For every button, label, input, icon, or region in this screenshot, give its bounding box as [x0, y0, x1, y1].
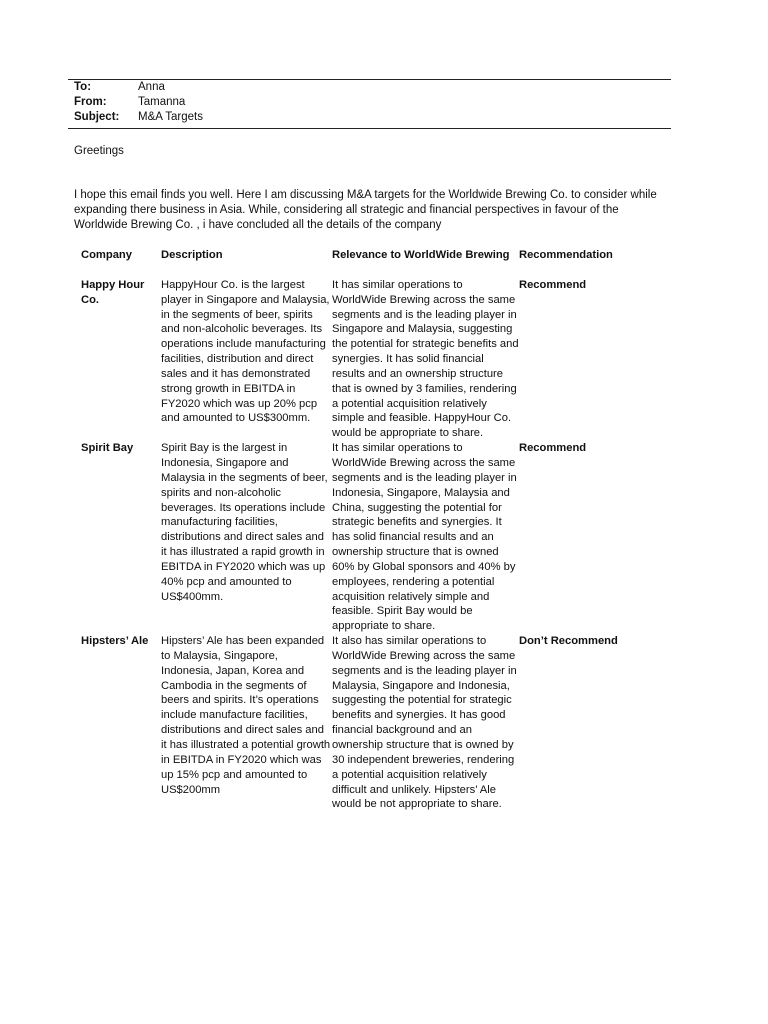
targets-table: [81, 248, 681, 812]
table-header-row: [81, 248, 681, 263]
company-description: Hipsters’ Ale has been expanded to Malaysia, Singapore, Indonesia, Japan, Korea and Cambodia in the segments of beers and spirits. It’s operations include manufacture facilities, distributions and direct sales and it has illustrated a potential growth in EBITDA in FY2020 which was up 15% pcp and amounted to US$200mm: [161, 635, 331, 796]
header-recommendation: Recommendation: [519, 249, 613, 261]
header-company: Company: [81, 249, 132, 261]
subject-row: [74, 110, 203, 125]
header-relevance: Relevance to WorldWide Brewing: [332, 249, 510, 261]
to-row: [74, 80, 203, 95]
from-value: Tamanna: [138, 95, 186, 108]
company-recommendation: Recommend: [519, 442, 587, 455]
to-label: To:: [74, 81, 92, 93]
company-relevance: It also has similar operations to WorldWide Brewing across the same segments and is the leading player in Malaysia, Singapore and Indonesia, suggesting the potential for strategic benefits and synergies. It has good financial background and an ownership structure that is owned by 30 independent breweries, rendering a potential acquisition relatively difficult and unlikely. Hipsters’ Ale would be not appropriate to share.: [332, 635, 517, 811]
table-row: [81, 634, 681, 812]
company-name: Happy Hour Co.: [81, 278, 145, 306]
memo-header: [74, 80, 203, 124]
subject-value: M&A Targets: [138, 110, 203, 123]
company-name: Hipsters’ Ale: [81, 635, 149, 648]
from-row: [74, 95, 203, 110]
company-description: Spirit Bay is the largest in Indonesia, Singapore and Malaysia in the segments of beer, spirits and non-alcoholic beverages. Its operations include manufacturing facilities, distributions and direct sales and it has illustrated a rapid growth in EBITDA in FY2020 which was up 40% pcp and amounted to US$400mm.: [161, 442, 328, 603]
company-relevance: It has similar operations to WorldWide Brewing across the same segments and is the leading player in Indonesia, Singapore, Malaysia and China, suggesting the potential for strategic benefits and synergies. It has solid financial results and an ownership structure that is owned 60% by Global sponsors and 40% by employees, rendering a potential acquisition relatively simple and feasible. Spirit Bay would be appropriate to share.: [332, 442, 517, 633]
from-label: From:: [74, 95, 107, 108]
company-description: HappyHour Co. is the largest player in Singapore and Malaysia, in the segments of beer, spirits and non-alcoholic beverages. Its operations include manufacturing facilities, distribution and direct sales and it has demonstrated strong growth in EBITDA in FY2020 which was up 20% pcp and amounted to US$300mm.: [161, 278, 330, 425]
subject-label: Subject:: [74, 110, 120, 123]
header-bottom-rule: [68, 128, 671, 129]
to-value: Anna: [138, 81, 165, 93]
company-recommendation: Recommend: [519, 278, 587, 291]
table-row: [81, 441, 681, 634]
greeting-text: Greetings: [74, 145, 124, 157]
header-description: Description: [161, 249, 223, 261]
table-row: [81, 278, 681, 441]
company-name: Spirit Bay: [81, 442, 134, 455]
company-relevance: It has similar operations to WorldWide Brewing across the same segments and is the leading player in Singapore and Malaysia, suggesting the potential for strategic benefits and synergies. It has solid financial results and an ownership structure that is owned by 3 families, rendering a potential acquisition relatively simple and feasible. HappyHour Co. would be appropriate to share.: [332, 278, 519, 440]
company-recommendation: Don’t Recommend: [519, 635, 618, 648]
intro-paragraph: I hope this email finds you well. Here I am discussing M&A targets for the Worldwide Brewing Co. to consider while expanding there business in Asia. While, considering all strategic and financial perspectives in favour of the Worldwide Brewing Co. , i have concluded all the details of the company: [74, 189, 657, 231]
